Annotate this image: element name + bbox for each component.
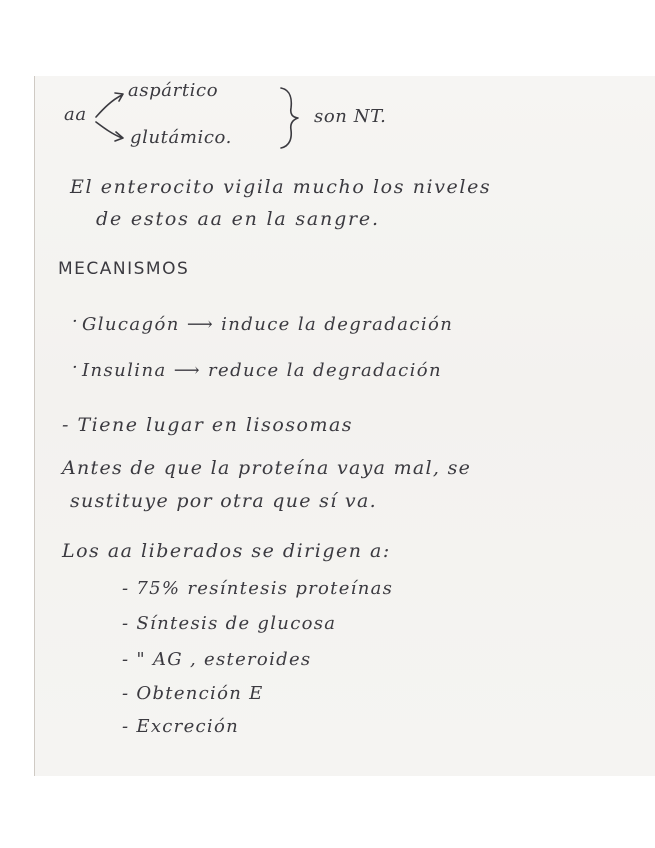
branch-glutamico: glutámico.	[130, 127, 232, 148]
brace-text: son NT.	[314, 106, 387, 127]
paragraph3: Los aa liberados se dirigen a:	[62, 540, 391, 562]
paragraph2-line1: Antes de que la proteína vaya mal, se	[62, 457, 472, 479]
mech-bullet-2: ·	[72, 357, 79, 378]
heading-mecanismos: MECANISMOS	[58, 259, 190, 279]
aa-label: aa	[64, 104, 87, 125]
brace-icon	[281, 88, 298, 148]
lysosome-line: - Tiene lugar en lisosomas	[62, 414, 354, 436]
mech-bullet-1: ·	[72, 311, 79, 332]
destination-item-4: - Obtención E	[122, 683, 264, 704]
paragraph2-line2: sustituye por otra que sí va.	[70, 490, 377, 512]
destination-item-2: - Síntesis de glucosa	[122, 613, 337, 634]
paragraph1-line1: El enterocito vigila mucho los niveles	[70, 176, 492, 198]
arrow-down-icon	[96, 122, 123, 141]
destination-item-3: - " AG , esteroides	[122, 649, 312, 670]
destination-item-1: - 75% resíntesis proteínas	[122, 578, 394, 599]
destination-item-5: - Excreción	[122, 716, 240, 737]
arrow-up-icon	[96, 93, 123, 117]
paragraph1-line2: de estos aa en la sangre.	[96, 208, 380, 230]
branch-aspartico: aspártico	[128, 80, 219, 101]
mech-item-glucagon: Glucagón ⟶ induce la degradación	[82, 314, 454, 335]
mech-item-insulina: Insulina ⟶ reduce la degradación	[82, 360, 443, 381]
